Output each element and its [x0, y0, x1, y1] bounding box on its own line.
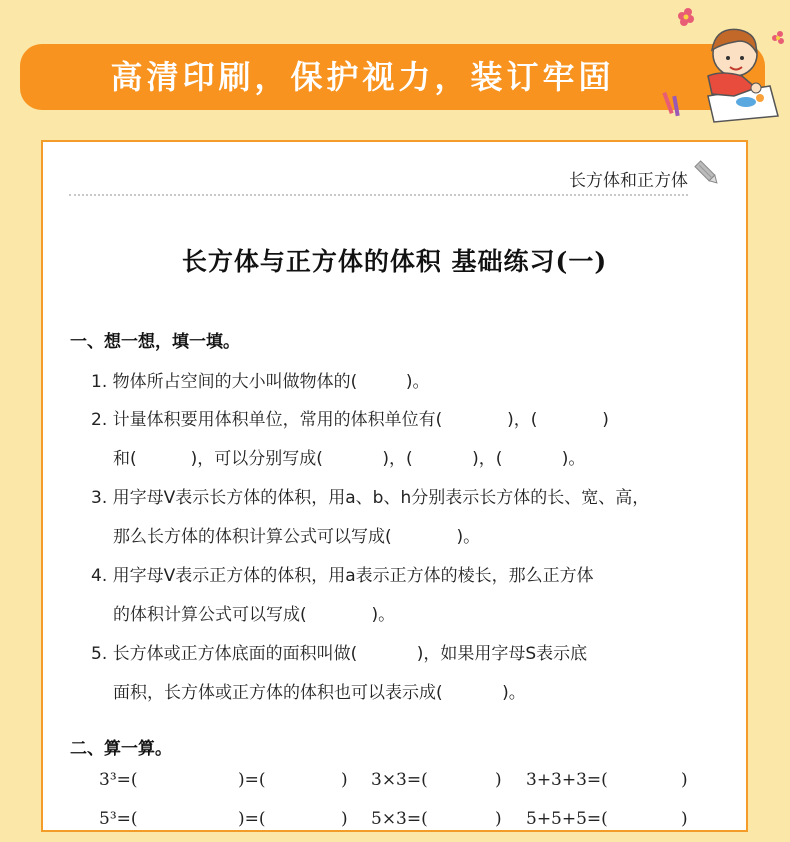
section-heading-calc: 二、算一算。	[70, 739, 172, 759]
banner-title: 高清印刷，保护视力，装订牢固	[110, 58, 615, 96]
banner	[20, 44, 765, 110]
question-2-cont: 和( )，可以分别写成( )，( )，( )。	[113, 449, 586, 469]
page-title: 长方体与正方体的体积 基础练习(一)	[181, 247, 608, 276]
worksheet-page	[41, 140, 748, 832]
calc-cell: 5×3=(	[371, 809, 428, 829]
calc-cell: )=(	[238, 770, 266, 790]
calc-cell: 3³=(	[99, 770, 138, 790]
calc-cell: )	[495, 809, 502, 829]
calc-cell: 5³=(	[99, 809, 138, 829]
question-5: 5. 长方体或正方体底面的面积叫做( )，如果用字母S表示底	[91, 644, 588, 664]
question-3: 3. 用字母V表示长方体的体积，用a、b、h分别表示长方体的长、宽、高，	[91, 488, 650, 508]
child-drawing-illustration	[660, 4, 785, 124]
question-4-cont: 的体积计算公式可以写成( )。	[113, 605, 396, 625]
flower-icon	[678, 8, 694, 26]
question-4: 4. 用字母V表示正方体的体积，用a表示正方体的棱长，那么正方体	[91, 566, 594, 586]
calc-cell: 3×3=(	[371, 770, 428, 790]
section-heading-fill: 一、想一想，填一填。	[70, 332, 240, 352]
calc-cell: )	[341, 770, 348, 790]
calc-cell: )	[681, 809, 688, 829]
pencil-icon	[692, 158, 722, 188]
question-1: 1. 物体所占空间的大小叫做物体的( )。	[91, 372, 430, 392]
calc-cell: 5+5+5=(	[526, 809, 608, 829]
calc-cell: )	[341, 809, 348, 829]
question-5-cont: 面积，长方体或正方体的体积也可以表示成( )。	[113, 683, 526, 703]
calc-cell: )	[681, 770, 688, 790]
divider	[69, 194, 688, 196]
question-3-cont: 那么长方体的体积计算公式可以写成( )。	[113, 527, 481, 547]
calc-cell: 3+3+3=(	[526, 770, 608, 790]
question-2: 2. 计量体积要用体积单位，常用的体积单位有( )，( )	[91, 410, 609, 430]
calc-cell: )	[495, 770, 502, 790]
running-head: 长方体和正方体	[569, 171, 688, 191]
calc-cell: )=(	[238, 809, 266, 829]
